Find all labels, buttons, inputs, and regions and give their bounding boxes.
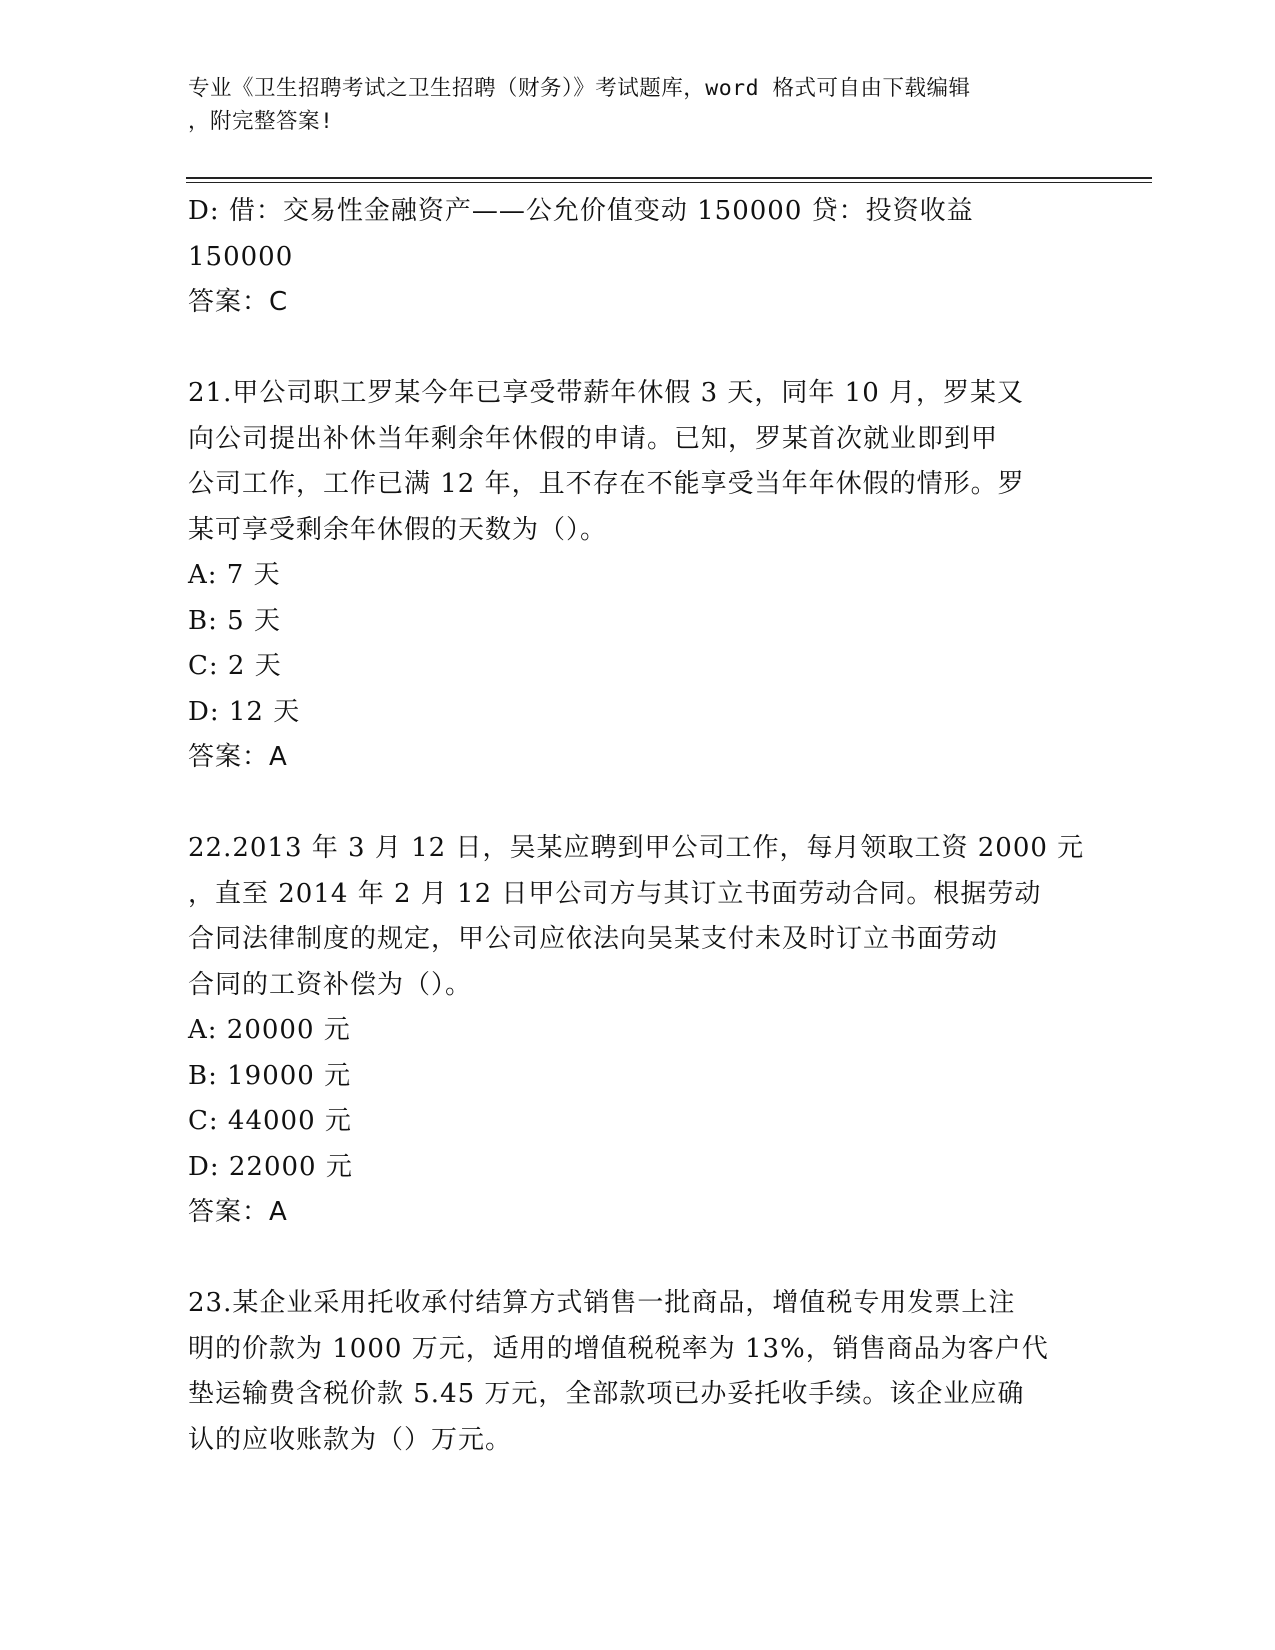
question-text-line: 22.2013 年 3 月 12 日，吴某应聘到甲公司工作，每月领取工资 2000 元 xyxy=(188,833,1085,863)
option-a: A: 20000 元 xyxy=(188,1015,351,1045)
question-23 xyxy=(188,1281,1088,1463)
spacer xyxy=(188,326,1088,372)
question-text-line: 23.某企业采用托收承付结算方式销售一批商品，增值税专用发票上注 xyxy=(188,1288,1016,1318)
option-d: D: 借：交易性金融资产——公允价值变动 150000 贷：投资收益 xyxy=(188,196,974,226)
option-b: B: 19000 元 xyxy=(188,1060,352,1091)
question-text-line: 垫运输费含税价款 5.45 万元，全部款项已办妥托收手续。该企业应确 xyxy=(188,1379,1025,1409)
question-text-line: 认的应收账款为（）万元。 xyxy=(188,1424,513,1455)
option-b: B: 5 天 xyxy=(188,605,281,636)
question-text-line: 合同的工资补偿为（）。 xyxy=(188,969,473,1000)
answer: 答案：A xyxy=(188,742,288,772)
option-d: D: 12 天 xyxy=(188,696,301,727)
question-text-line: ，直至 2014 年 2 月 12 日甲公司方与其订立书面劳动合同。根据劳动 xyxy=(188,878,1042,909)
answer: 答案：A xyxy=(188,1197,288,1227)
spacer xyxy=(188,1236,1088,1282)
header-line-2: ，附完整答案! xyxy=(188,109,334,134)
option-c: C: 44000 元 xyxy=(188,1106,352,1136)
header-line-1: 专业《卫生招聘考试之卫生招聘（财务）》考试题库，word 格式可自由下载编辑 xyxy=(188,76,971,101)
question-22 xyxy=(188,826,1088,1236)
previous-question-tail xyxy=(188,189,1088,326)
question-21 xyxy=(188,371,1088,781)
spacer xyxy=(188,781,1088,827)
option-d: D: 22000 元 xyxy=(188,1151,353,1182)
header-rule-thin xyxy=(186,182,1152,183)
document-body xyxy=(188,189,1088,1463)
question-text-line: 公司工作，工作已满 12 年，且不存在不能享受当年年休假的情形。罗 xyxy=(188,469,1025,499)
option-c: C: 2 天 xyxy=(188,651,282,681)
option-a: A: 7 天 xyxy=(188,560,281,590)
answer: 答案：C xyxy=(188,287,289,317)
option-d-continued: 150000 xyxy=(188,241,294,272)
header-rule-thick xyxy=(186,177,1152,179)
question-text-line: 某可享受剩余年休假的天数为（）。 xyxy=(188,514,608,545)
question-text-line: 合同法律制度的规定，甲公司应依法向吴某支付未及时订立书面劳动 xyxy=(188,924,999,954)
question-text-line: 明的价款为 1000 万元，适用的增值税税率为 13%，销售商品为客户代 xyxy=(188,1333,1049,1364)
question-text-line: 21.甲公司职工罗某今年已享受带薪年休假 3 天，同年 10 月，罗某又 xyxy=(188,378,1025,408)
document-header xyxy=(188,72,1068,138)
question-text-line: 向公司提出补休当年剩余年休假的申请。已知，罗某首次就业即到甲 xyxy=(188,423,999,454)
